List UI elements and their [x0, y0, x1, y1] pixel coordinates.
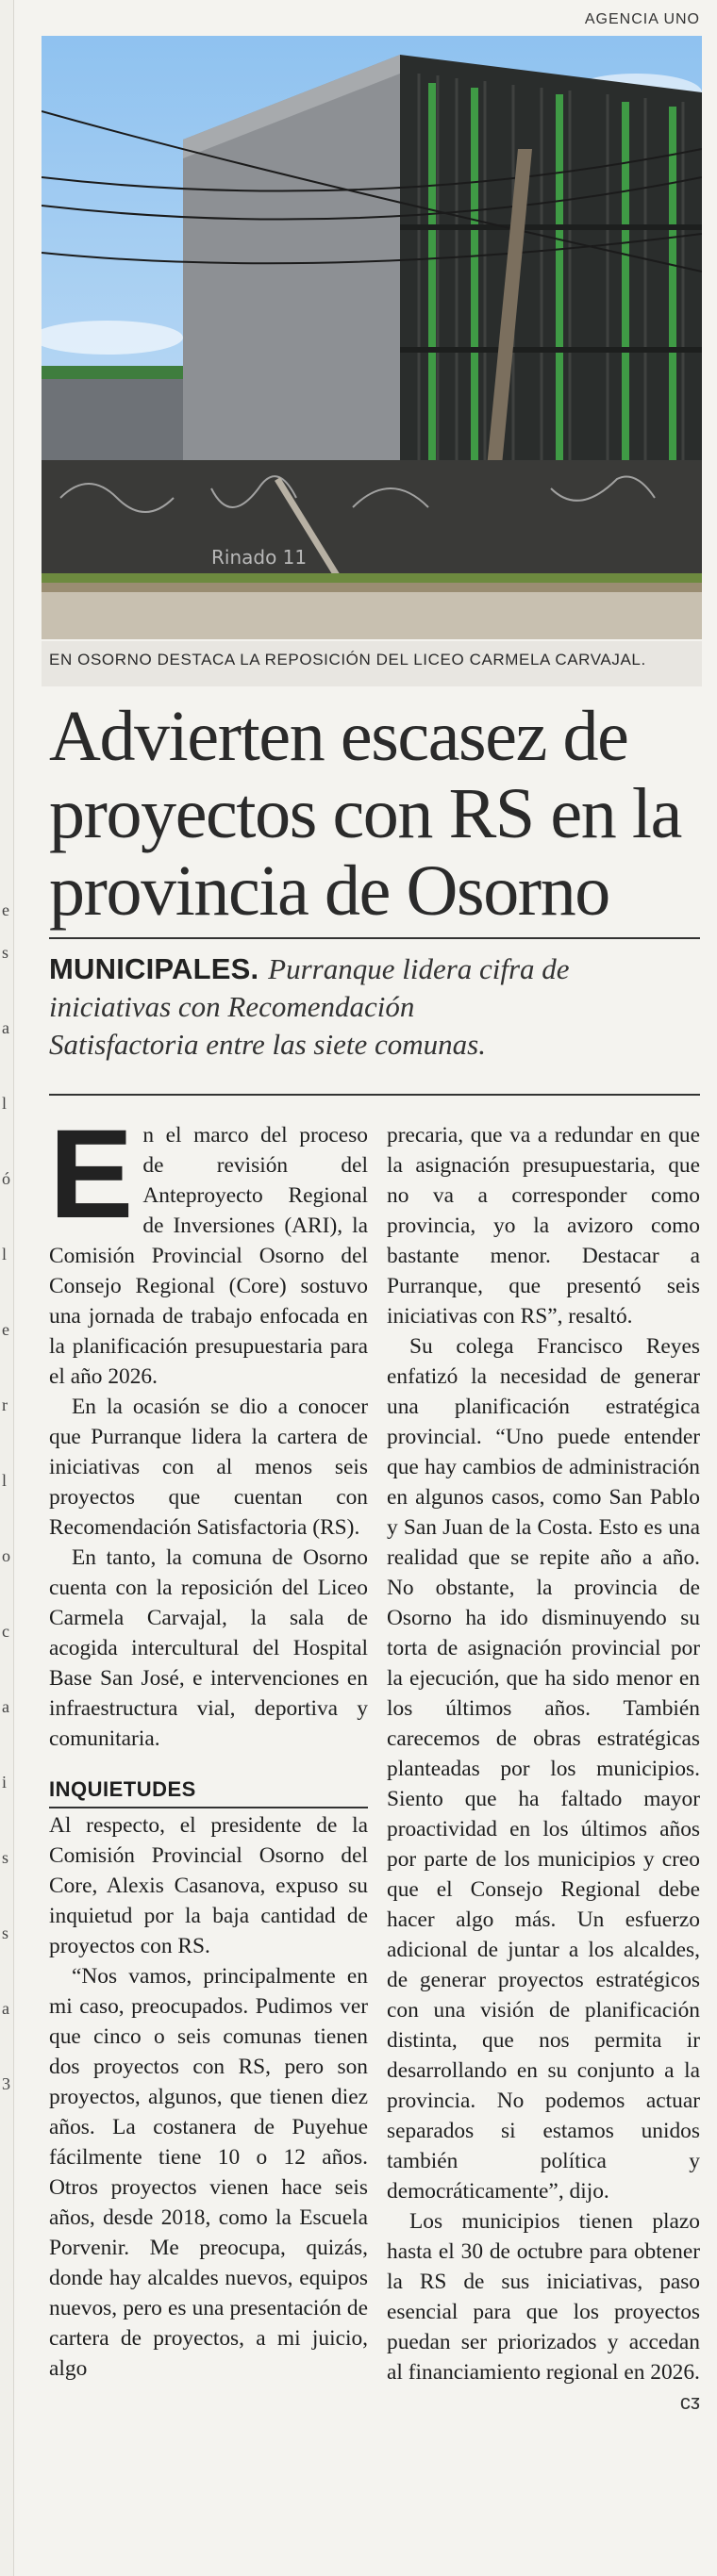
article-column-right — [387, 1120, 700, 2418]
graffiti-text: Rinado 11 — [211, 546, 308, 569]
lead-text: Satisfactoria entre las siete comunas. — [49, 1028, 486, 1061]
paragraph-text: Los municipios tienen plazo hasta el 30 de octubre para obtener la RS de sus iniciativas, paso esencial para que los proyectos puedan ser priorizados y accedan al financiamiento regional en 2026. — [387, 2209, 700, 2385]
subheading: INQUIETUDES — [49, 1775, 368, 1808]
headline-rule — [49, 937, 700, 939]
lead-text: Purranque lidera cifra de — [268, 952, 570, 985]
adjacent-fragment: a — [2, 1018, 9, 1037]
adjacent-fragment: r — [2, 1395, 8, 1414]
drop-cap: E — [49, 1104, 134, 1245]
adjacent-fragment: 3 — [2, 2074, 10, 2093]
adjacent-fragment: l — [2, 1094, 8, 1113]
article-photo — [42, 36, 702, 639]
adjacent-fragment: i — [2, 1773, 8, 1792]
adjacent-fragment: e — [2, 900, 9, 919]
adjacent-fragment: o — [2, 1546, 10, 1565]
body-paragraph: Al respecto, el presidente de la Comisión Provincial Osorno del Core, Alexis Casanova, expuso su inquietud por la baja cantidad de proyectos con RS. — [49, 1813, 368, 1958]
adjacent-fragment: e — [2, 1320, 9, 1339]
adjacent-fragment: l — [2, 1471, 8, 1490]
body-paragraph: “Nos vamos, principalmente en mi caso, preocupados. Pudimos ver que cinco o seis comunas tienen dos proyectos con RS, pero son proyectos, algunos, que tienen diez años. La costanera de Puyehue fácilmente tiene 10 o 12 años. Otros proyectos vienen hace seis años, desde 2018, como la Escuela Porvenir. Me preocupa, quizás, donde hay alcaldes nuevos, equipos nuevos, pero es una presentación de cartera de proyectos, a mi juicio, algo — [49, 1964, 368, 2381]
paragraph-text: n el marco del proceso de revisión del Anteproyecto Regional de Inversiones (ARI), la Comisión Provincial Osorno del Consejo Regional (Core) sostuvo una jornada de trabajo enfocada en la planificación presupuestaria para el año 2026. — [49, 1123, 368, 1389]
headline — [49, 698, 700, 930]
adjacent-fragment: s — [2, 1848, 9, 1867]
adjacent-fragment: s — [2, 1924, 9, 1942]
body-paragraph: precaria, que va a redundar en que la asignación presupuestaria, que no va a corresponder como provincia, yo la avizoro como bastante menor. Destacar a Purranque, que presentó seis iniciativas con RS”, resaltó. — [387, 1123, 700, 1329]
adjacent-fragment: s — [2, 943, 9, 962]
adjacent-fragment: a — [2, 1697, 9, 1716]
adjacent-fragment: c — [2, 1622, 9, 1641]
body-paragraph: En la ocasión se dio a conocer que Purranque lidera la cartera de iniciativas con al menos seis proyectos que cuentan con Recomendación Satisfactoria (RS). — [49, 1395, 368, 1540]
adjacent-fragment: l — [2, 1245, 8, 1263]
section-kicker: MUNICIPALES. — [49, 952, 259, 985]
article-lead — [49, 950, 700, 1064]
headline-line: proyectos con RS en la — [49, 774, 681, 853]
headline-line: Advierten escasez de — [49, 697, 628, 776]
article-column-left — [49, 1104, 368, 2384]
lead-rule — [49, 1094, 700, 1096]
lead-text: iniciativas con Recomendación — [49, 990, 415, 1023]
body-paragraph: En tanto, la comuna de Osorno cuenta con la reposición del Liceo Carmela Carvajal, la sala de acogida intercultural del Hospital Base San José, e intervenciones en infraestructura vial, deportiva y comunitaria. — [49, 1545, 368, 1751]
photo-caption: EN OSORNO DESTACA LA REPOSICIÓN DEL LICEO CARMELA CARVAJAL. — [49, 651, 646, 669]
adjacent-column-strip — [0, 0, 14, 2576]
photo-credit: AGENCIA UNO — [584, 11, 700, 27]
body-paragraph — [387, 2206, 700, 2414]
adjacent-fragment: ó — [2, 1169, 10, 1188]
adjacent-fragment: a — [2, 1999, 9, 2018]
body-paragraph: Su colega Francisco Reyes enfatizó la necesidad de generar una planificación estratégica provincial. “Uno puede entender que hay cambios de administración en algunos casos, como San Pablo y San Juan de la Costa. Esto es una realidad que se repite año a año. No obstante, la provincia de Osorno ha ido disminuyendo su torta de asignación provincial por la ejecución, que ha sido menor en los últimos años. También carecemos de obras estratégicas planteadas por los municipios. Siento que ha faltado mayor proactividad en los últimos años por parte de los municipios y creo que el Consejo Regional debe hacer algo más. Un esfuerzo adicional de juntar a los alcaldes, de generar proyectos estratégicos con una visión de planificación distinta, que nos permita ir desarrollando en su conjunto a la provincia. No podemos actuar separados si estamos unidos también política y democráticamente”, dijo. — [387, 1334, 700, 2204]
body-paragraph — [49, 1104, 368, 1392]
end-mark-icon: ᴄᴣ — [679, 2390, 700, 2414]
school-building-illustration — [42, 36, 702, 639]
headline-line: provincia de Osorno — [49, 851, 609, 931]
